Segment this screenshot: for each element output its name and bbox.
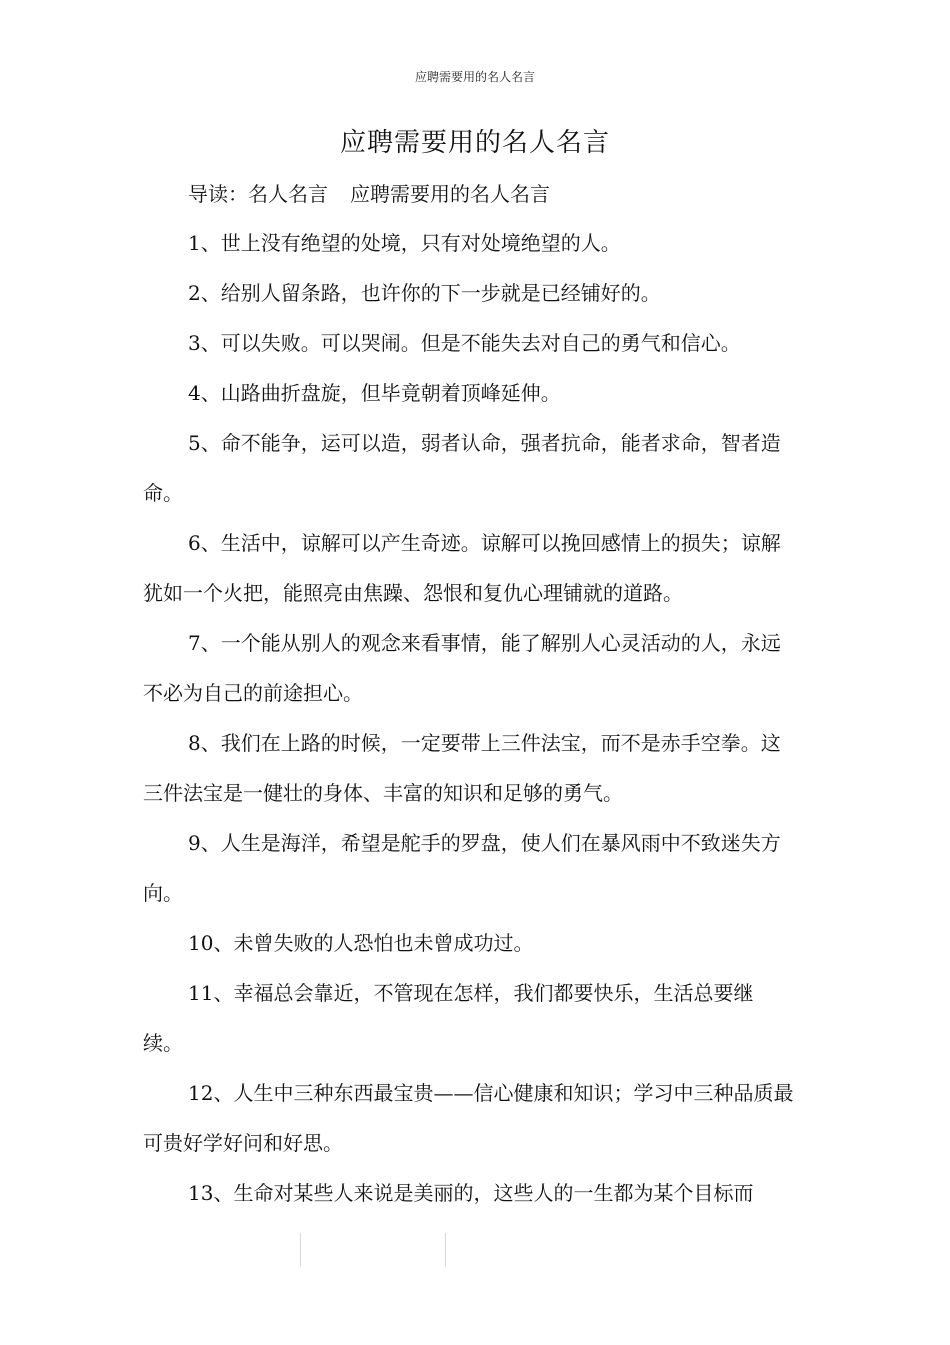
lead-label: 导读：名人名言 xyxy=(188,182,328,206)
quote-item: 2、给别人留条路，也许你的下一步就是已经铺好的。 xyxy=(188,281,661,305)
quote-item: 10、未曾失败的人恐怕也未曾成功过。 xyxy=(188,931,534,955)
lead-line xyxy=(188,178,550,207)
quote-item: 12、人生中三种东西最宝贵——信心健康和知识；学习中三种品质最可贵好学好问和好思。 xyxy=(143,1081,794,1155)
quote-item: 4、山路曲折盘旋，但毕竟朝着顶峰延伸。 xyxy=(188,381,561,405)
quote-item: 7、一个能从别人的观念来看事情，能了解别人心灵活动的人，永远不必为自己的前途担心。 xyxy=(143,631,781,705)
running-header: 应聘需要用的名人名言 xyxy=(414,70,535,84)
quote-item: 1、世上没有绝望的处境，只有对处境绝望的人。 xyxy=(188,231,621,255)
lead-text: 应聘需要用的名人名言 xyxy=(350,182,550,206)
divider xyxy=(445,1233,446,1267)
quote-list xyxy=(143,218,794,1218)
quote-item: 5、命不能争，运可以造，弱者认命，强者抗命，能者求命，智者造命。 xyxy=(143,431,781,505)
quote-item: 8、我们在上路的时候，一定要带上三件法宝，而不是赤手空拳。这三件法宝是一健壮的身体、丰富的知识和足够的勇气。 xyxy=(143,731,781,805)
quote-item: 3、可以失败。可以哭闹。但是不能失去对自己的勇气和信心。 xyxy=(188,331,741,355)
quote-item: 9、人生是海洋，希望是舵手的罗盘，使人们在暴风雨中不致迷失方向。 xyxy=(143,831,781,905)
quote-item: 11、幸福总会靠近，不管现在怎样，我们都要快乐，生活总要继续。 xyxy=(143,981,754,1055)
divider xyxy=(300,1233,301,1267)
page-footer-marks xyxy=(0,1233,950,1267)
document-title: 应聘需要用的名人名言 xyxy=(339,128,610,158)
quote-item: 13、生命对某些人来说是美丽的，这些人的一生都为某个目标而 xyxy=(188,1181,754,1205)
quote-item: 6、生活中，谅解可以产生奇迹。谅解可以挽回感情上的损失；谅解犹如一个火把，能照亮由焦躁、怨恨和复仇心理铺就的道路。 xyxy=(143,531,781,605)
